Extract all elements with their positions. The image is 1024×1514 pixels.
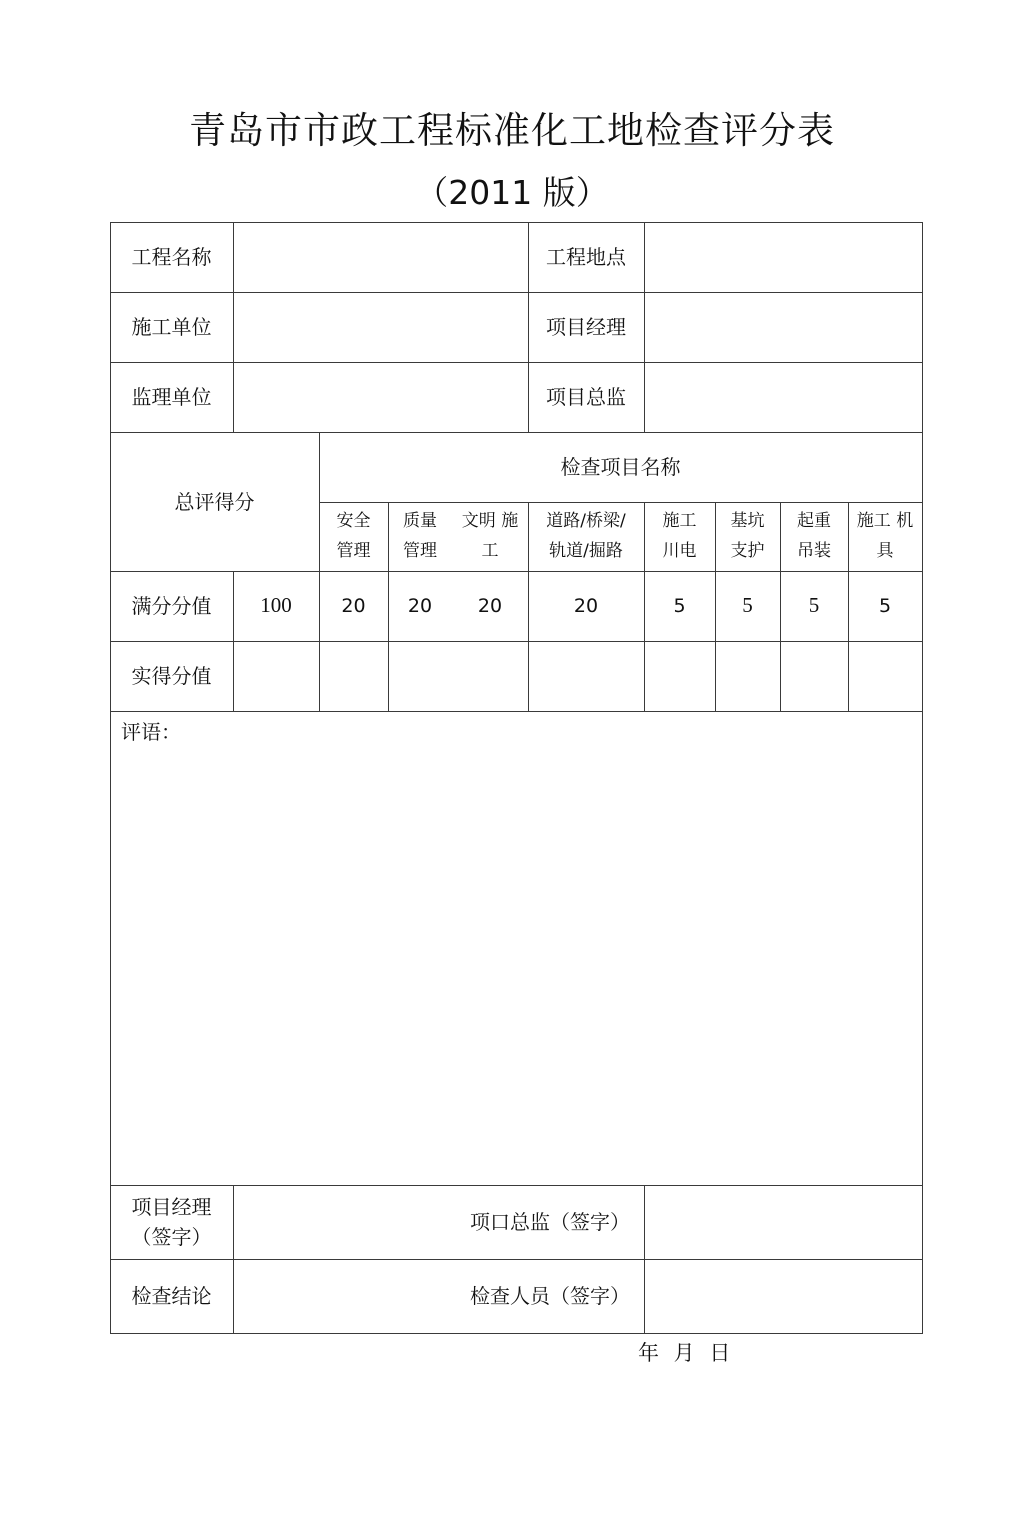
total-score-label: 总评得分 [174,489,255,514]
project-name-label: 工程名称 [131,245,212,269]
table-border-bottom [110,1333,923,1334]
project-manager-field[interactable] [645,293,922,362]
supervisor-field[interactable] [234,363,528,432]
chief-supervisor-label: 项目总监 [546,385,626,409]
actual-score-total-field[interactable] [234,642,319,711]
item-safety-management: 安全 管理 [336,510,371,561]
project-location-field[interactable] [645,223,922,292]
full-score-label: 满分分值 [131,594,212,618]
full-score-value: 5 [808,593,820,618]
full-score-value: 20 [573,594,599,617]
table-border-right [922,222,923,1334]
project-manager-label: 项目经理 [546,315,626,339]
item-construction-power: 施工 川电 [662,510,697,561]
conclusion-label: 检查结论 [131,1284,212,1308]
inspector-signature-label: 检查人员（签字） [470,1284,630,1308]
inspector-signature-field[interactable] [645,1260,922,1333]
manager-signature-label: 项目经理 （签字） [131,1195,212,1249]
full-score-value: 5 [878,594,892,617]
chief-supervisor-signature-field[interactable] [645,1186,922,1259]
project-location-label: 工程地点 [546,245,626,269]
remarks-label: 评语： [121,720,181,744]
actual-score-field[interactable] [320,642,388,711]
full-score-value: 5 [673,594,686,617]
actual-score-field[interactable] [716,642,780,711]
full-score-value: 20 [407,594,433,617]
actual-score-field[interactable] [781,642,848,711]
item-construction-machinery: 施工 机 具 [856,510,914,561]
row-divider [110,711,923,712]
chief-supervisor-signature-label: 项口总监（签字） [470,1210,630,1234]
contractor-label: 施工单位 [131,315,212,339]
actual-score-field[interactable] [529,642,644,711]
actual-score-field[interactable] [645,642,715,711]
item-quality-management: 质量 管理 [403,510,437,561]
supervisor-label: 监理单位 [131,385,212,409]
item-hoisting: 起重 吊装 [797,510,831,561]
actual-score-field[interactable] [849,642,922,711]
remarks-field[interactable] [111,745,922,1185]
contractor-field[interactable] [234,293,528,362]
page-title: 青岛市市政工程标准化工地检查评分表 [189,109,835,152]
full-score-total: 100 [260,593,292,618]
actual-score-field[interactable] [389,642,528,711]
actual-score-label: 实得分值 [131,664,212,688]
item-pit-support: 基坑 支护 [730,510,765,561]
date-line: 年 月 日 [638,1341,735,1365]
page-subtitle: （2011 版） [415,173,609,212]
full-score-value: 5 [742,593,753,618]
full-score-value: 20 [477,594,503,617]
project-name-field[interactable] [234,223,528,292]
chief-supervisor-field[interactable] [645,363,922,432]
inspection-items-header: 检查项目名称 [560,455,681,479]
full-score-value: 20 [341,594,366,617]
item-civilized-construction: 文明 施 工 [461,510,519,561]
item-road-bridge-rail: 道路/桥梁/ 轨道/掘路 [546,510,626,561]
